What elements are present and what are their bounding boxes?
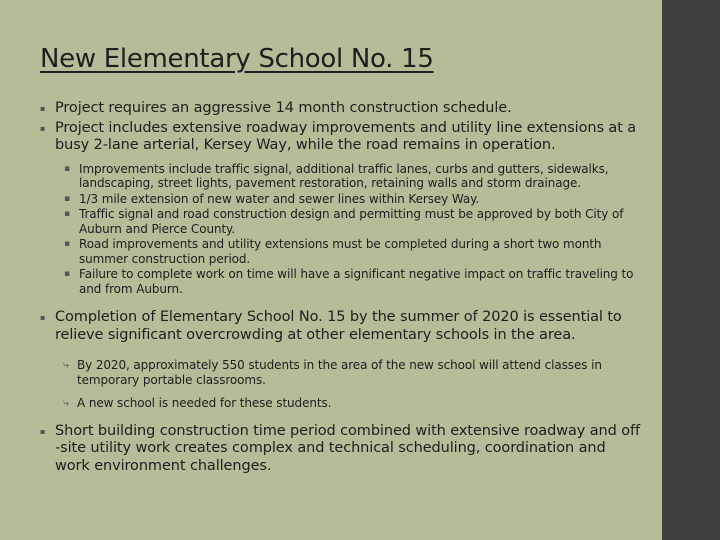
- bullet-text: Project includes extensive roadway improvements and utility line extensions at a busy 2-lane arterial, Kersey Way, while the road remains in operation.: [55, 119, 637, 153]
- bullet-icon: ▪: [40, 104, 46, 113]
- sub-bullet-item: [40, 207, 640, 236]
- bullet-item: [40, 120, 640, 155]
- sub-bullet-text: Improvements include traffic signal, additional traffic lanes, curbs and gutters, sidewalks, landscaping, street lights, pavement restoration, retaining walls and storm drainage.: [79, 161, 609, 190]
- bullet-text: Project requires an aggressive 14 month construction schedule.: [55, 100, 512, 116]
- bullet-item: [40, 423, 640, 476]
- slide-content: [40, 100, 640, 477]
- sub-bullet-text: Road improvements and utility extensions must be completed during a short two month summer construction period.: [79, 237, 602, 266]
- sub-bullet-item: [40, 237, 640, 266]
- right-side-bar: [662, 0, 720, 540]
- arrow-bullet-icon: ⤷: [63, 358, 70, 371]
- square-bullet-icon: ▪: [64, 209, 70, 219]
- bullet-icon: ▪: [40, 313, 46, 322]
- sub-bullet-text: Traffic signal and road construction design and permitting must be approved by both City of Auburn and Pierce County.: [79, 207, 624, 236]
- sub-bullet-text: A new school is needed for these students.: [77, 396, 332, 410]
- square-bullet-icon: ▪: [64, 239, 70, 249]
- bullet-text: Completion of Elementary School No. 15 by the summer of 2020 is essential to relieve significant overcrowding at other elementary schools in the area.: [55, 309, 622, 343]
- square-bullet-icon: ▪: [64, 163, 70, 174]
- bullet-icon: ▪: [40, 123, 46, 133]
- square-bullet-icon: ▪: [64, 193, 70, 204]
- slide-title: New Elementary School No. 15: [40, 44, 434, 74]
- sub-bullet-item: [40, 358, 640, 387]
- sub-bullet-item: [40, 192, 640, 207]
- sub-bullet-text: 1/3 mile extension of new water and sewer lines within Kersey Way.: [79, 191, 480, 206]
- bullet-text: Short building construction time period combined with extensive roadway and off -site utility work creates complex and technical scheduling, coordination and work environment challenges.: [55, 422, 641, 474]
- sub-bullet-item: [40, 396, 640, 411]
- arrow-bullet-icon: ⤷: [63, 396, 70, 409]
- square-bullet-icon: ▪: [64, 269, 70, 279]
- sub-bullet-text: By 2020, approximately 550 students in the area of the new school will attend classes in temporary portable classrooms.: [77, 358, 602, 387]
- sub-bullet-item: [40, 267, 640, 296]
- sub-bullet-text: Failure to complete work on time will have a significant negative impact on traffic traveling to and from Auburn.: [79, 267, 634, 296]
- bullet-item: [40, 100, 640, 118]
- bullet-icon: ▪: [40, 426, 46, 436]
- sub-bullet-item: [40, 162, 640, 191]
- bullet-item: [40, 309, 640, 344]
